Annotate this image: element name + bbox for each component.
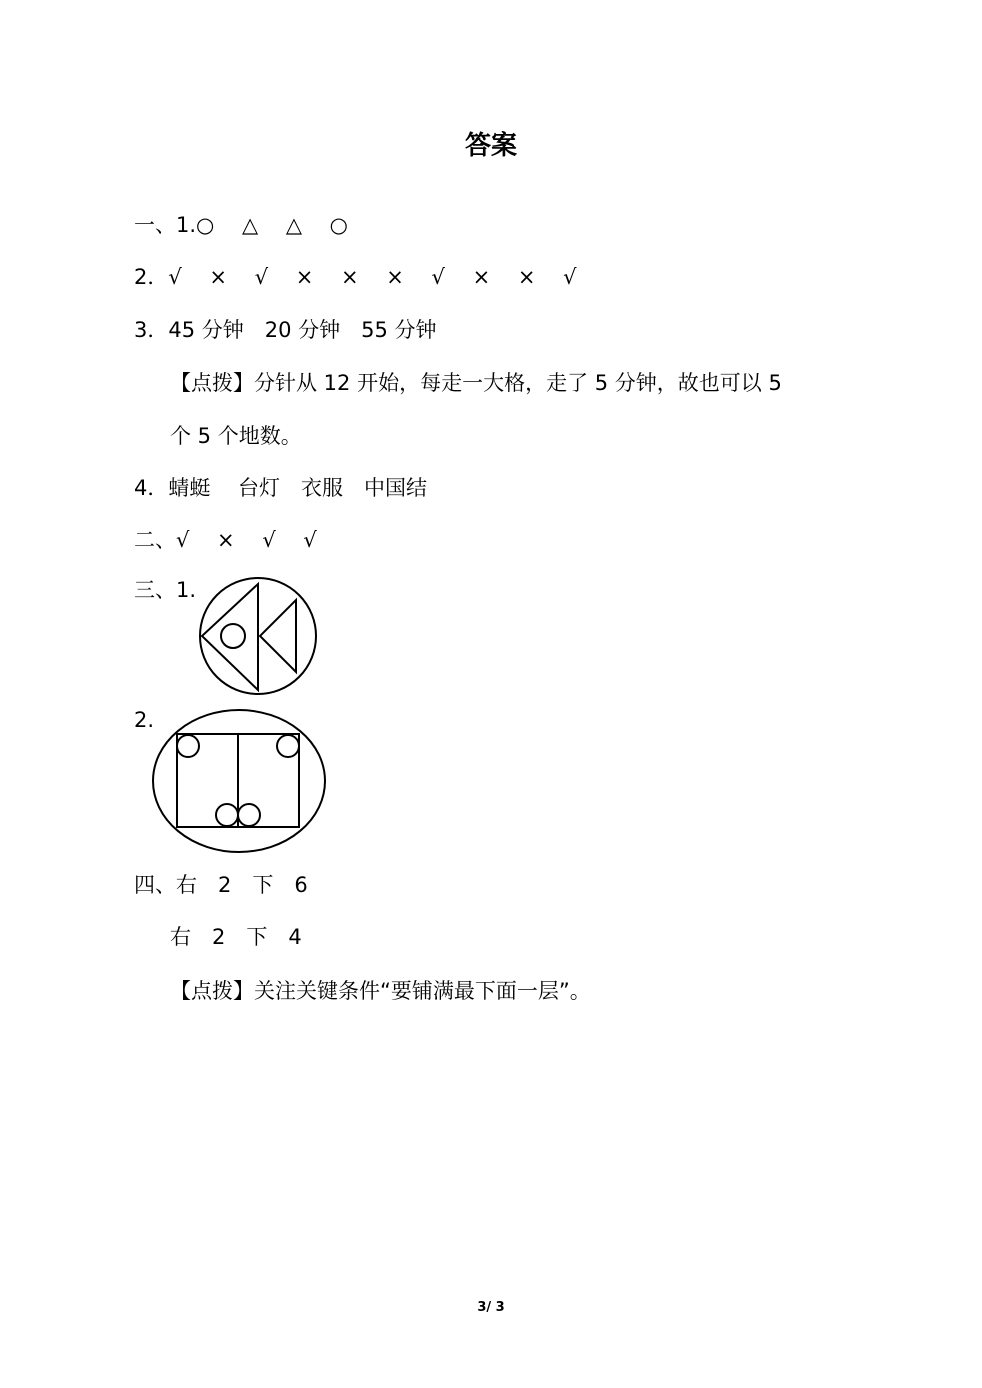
page-number: 3/ 3 xyxy=(477,1300,505,1315)
answer-1-3-hint-line1: 【点拨】分针从 12 开始，每走一大格，走了 5 分钟，故也可以 5 xyxy=(170,371,782,395)
answer-3-2-label: 2. xyxy=(134,708,155,732)
answer-2: 二、√ × √ √ xyxy=(134,528,317,552)
page-title: 答案 xyxy=(464,131,517,161)
figure-circle-triangles xyxy=(196,574,322,698)
answer-3-1-label: 三、1. xyxy=(134,578,197,602)
answer-1-4: 4．蜻蜓 台灯 衣服 中国结 xyxy=(134,476,428,500)
answer-1-1: 一、1.○ △ △ ○ xyxy=(134,213,349,237)
answer-1-3: 3．45 分钟 20 分钟 55 分钟 xyxy=(134,318,437,342)
figure-ellipse-rectangles xyxy=(150,707,330,857)
answer-4-line2: 右 2 下 4 xyxy=(170,925,302,949)
answer-4-hint: 【点拨】关注关键条件“要铺满最下面一层”。 xyxy=(170,979,591,1003)
answer-1-3-hint-line2: 个 5 个地数。 xyxy=(170,424,302,448)
answer-1-2: 2．√ × √ × × × √ × × √ xyxy=(134,265,577,289)
answer-4-line1: 四、右 2 下 6 xyxy=(134,873,308,897)
